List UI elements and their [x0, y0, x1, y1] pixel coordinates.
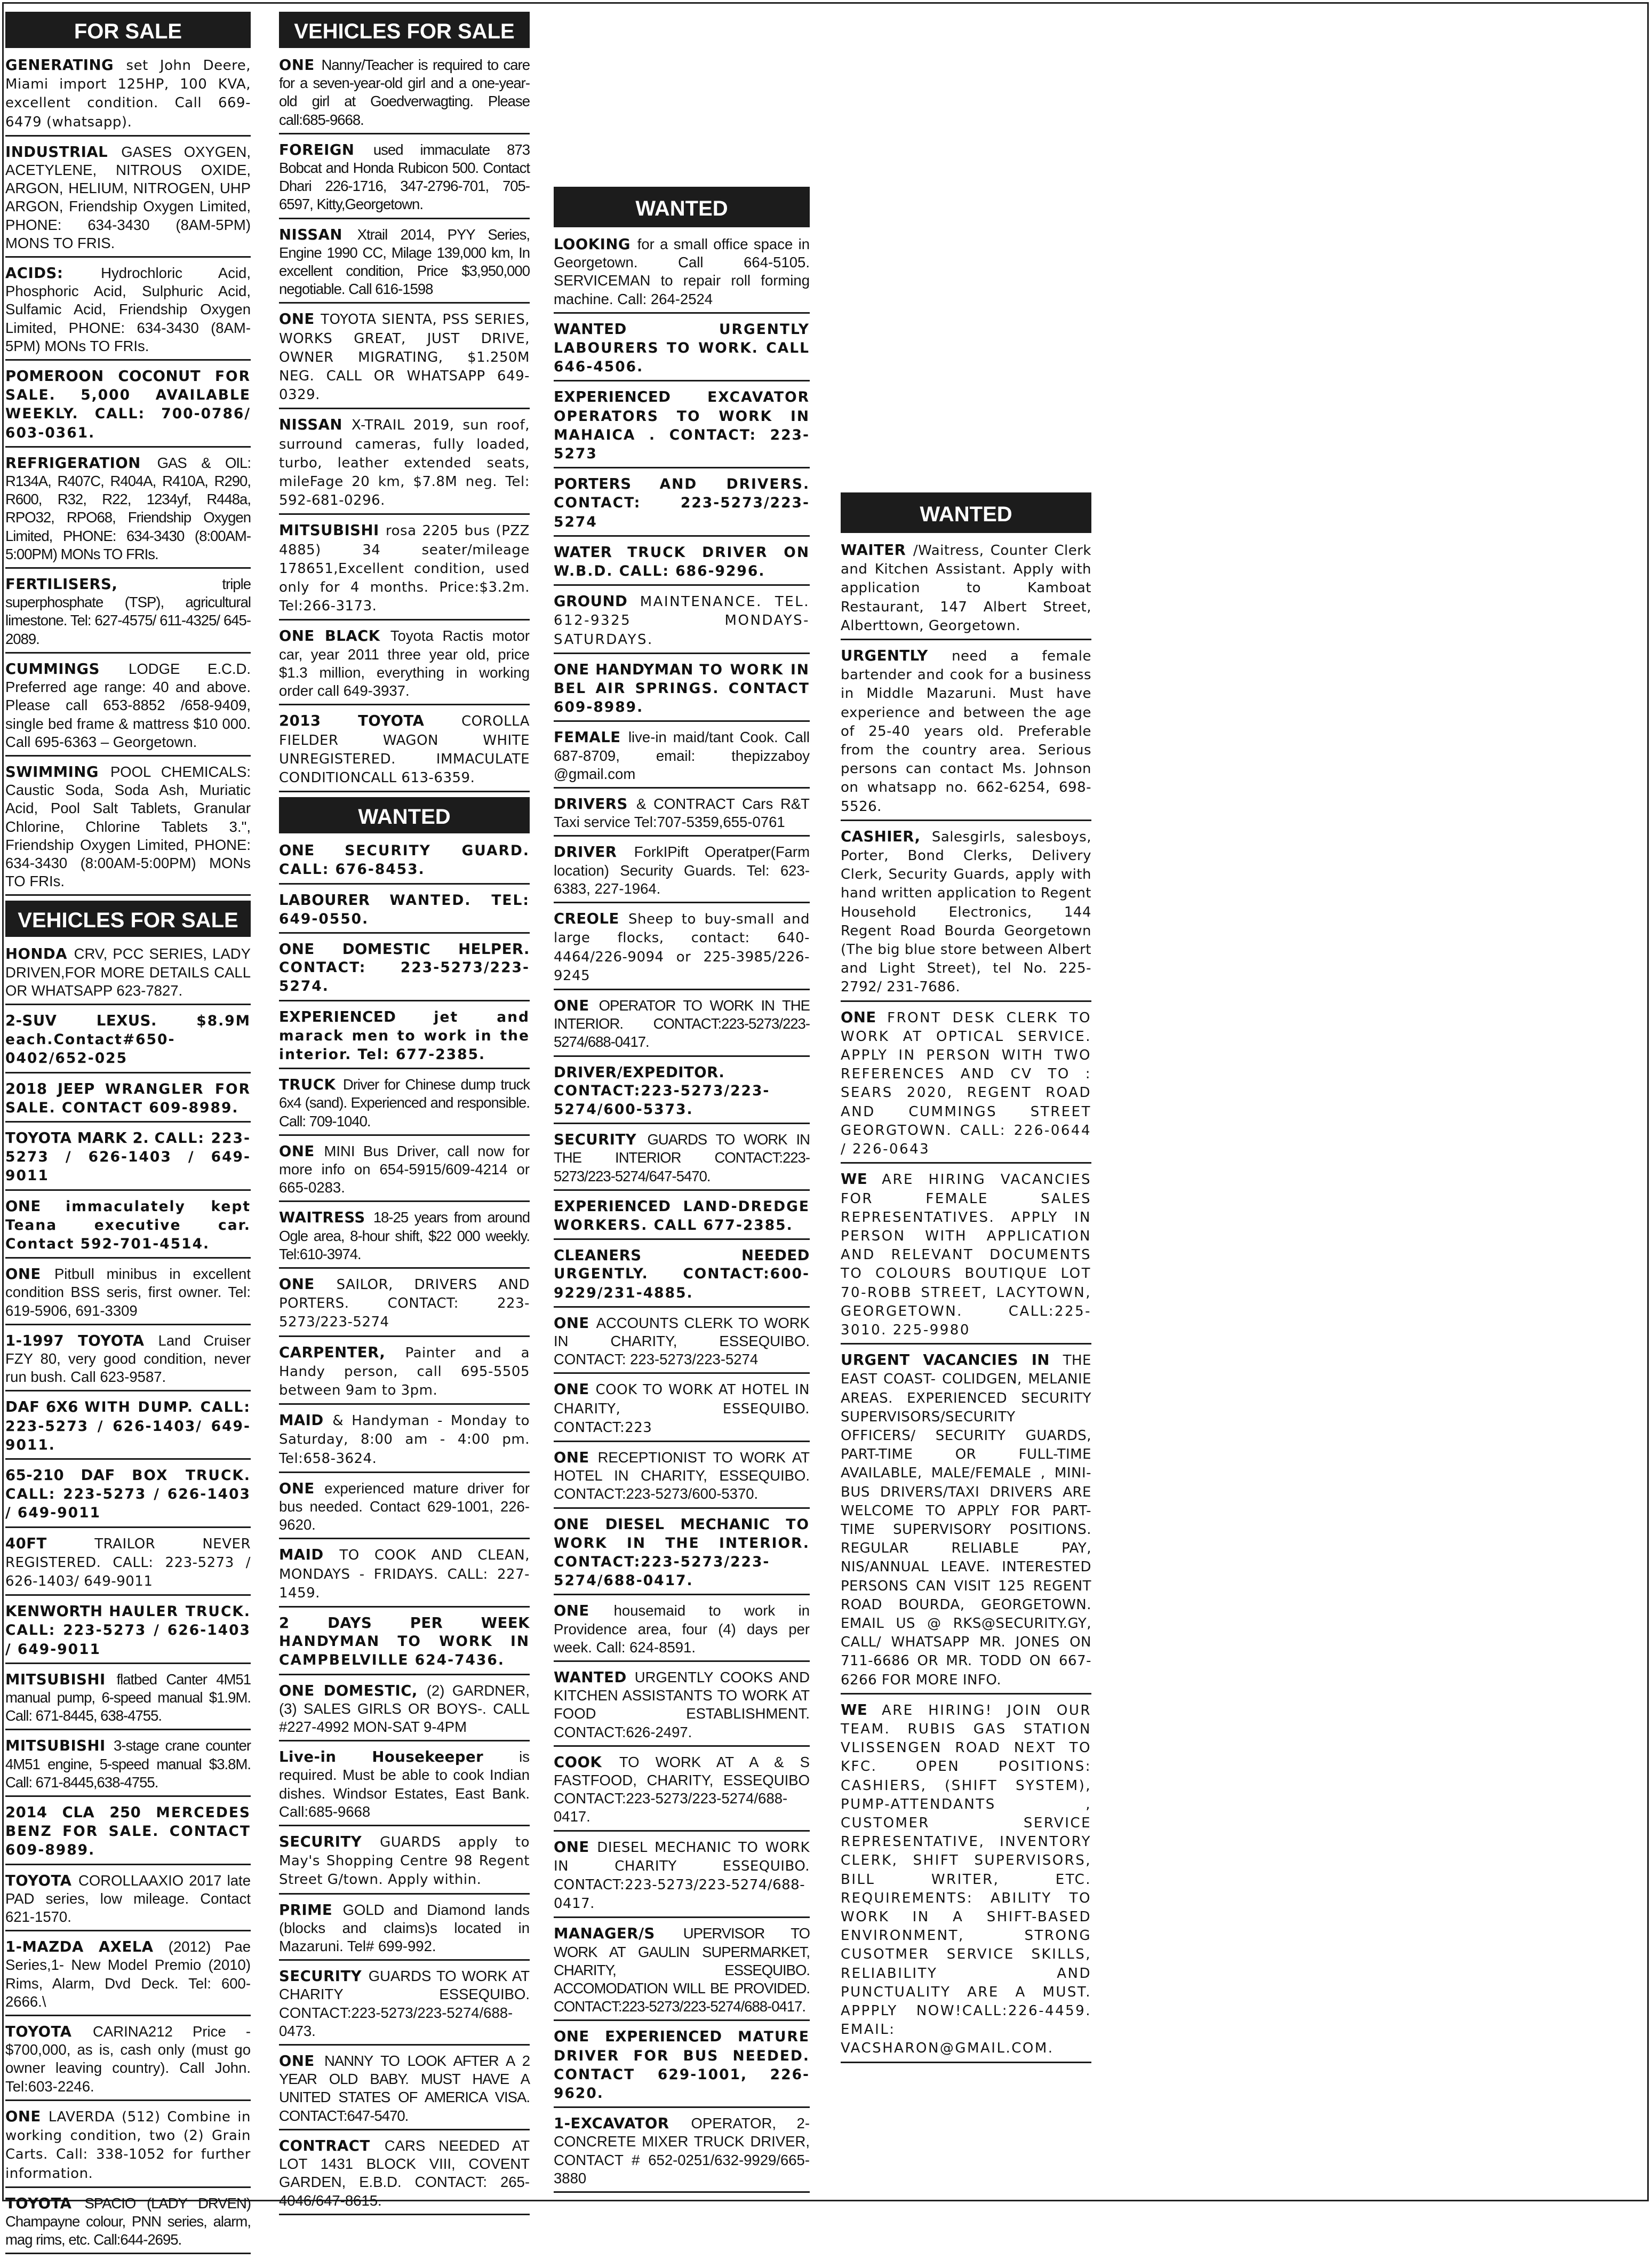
classified-ad	[279, 840, 530, 884]
ad-lead: MITSUBISHI	[5, 1737, 106, 1755]
ad-body: DIESEL MECHANIC TO WORK IN CHARITY ESSEQUIBO. CONTACT:223-5273/223-5274/688-0417.	[554, 1839, 810, 1912]
classified-ad	[279, 520, 530, 621]
ad-body: TO COOK AND CLEAN, MONDAYS - FRIDAYS. CALL: 227-1459.	[279, 1547, 530, 1601]
classified-ad	[279, 2050, 530, 2130]
ad-lead: ONE	[5, 1197, 41, 1215]
classified-ad	[279, 1207, 530, 1269]
column-3	[554, 187, 810, 2198]
ad-body: EXCAVATOR OPERATORS TO WORK IN MAHAICA . CONTACT: 223-5273	[554, 389, 810, 463]
section-header: WANTED	[554, 187, 810, 227]
classified-ad	[841, 645, 1091, 821]
ad-body: URGENTLY COOKS AND KITCHEN ASSISTANTS TO WORK AT FOOD ESTABLISHMENT. CONTACT:626-2497.	[554, 1669, 810, 1740]
ad-lead: 40FT	[5, 1534, 47, 1552]
classified-ad	[554, 1836, 810, 1919]
classified-ad	[841, 1168, 1091, 1345]
classified-ad	[5, 658, 251, 757]
classified-ad	[554, 234, 810, 314]
ad-body: GAS & OIL: R134A, R407C, R404A, R410A, R290, R600, R32, R22, 1234yf, R448a, RPO32, RPO68, Friendship Oxygen Limited, PHONE: 634-3430 (8:00AM-5:00PM) MONs TO FRIs.	[5, 454, 251, 562]
ad-lead: 2-SUV LEXUS.	[5, 1012, 157, 1029]
classified-ad	[279, 710, 530, 792]
ad-lead: 1-1997 TOYOTA	[5, 1332, 145, 1349]
ad-body: TO WORK AT A & S FASTFOOD, CHARITY, ESSEQUIBO CONTACT:223-5273/223-5274/688-0417.	[554, 1753, 810, 1825]
ad-lead: TOYOTA	[5, 2023, 72, 2041]
classified-ad	[5, 761, 251, 896]
ad-lead: DRIVER/EXPEDITOR.	[554, 1063, 725, 1081]
ad-lead: NISSAN	[279, 416, 342, 434]
ad-body: (2012) Pae Series,1- New Model Premio (2010) Rims, Alarm, Dvd Deck. Tel: 600-2666.\	[5, 1938, 251, 2010]
ad-lead: URGENTLY	[841, 647, 928, 665]
classified-ad	[5, 141, 251, 258]
ad-lead: ONE	[554, 1314, 589, 1332]
section-header: VEHICLES FOR SALE	[5, 901, 251, 937]
classified-ad	[279, 1612, 530, 1675]
classified-ad	[554, 659, 810, 722]
section-header: FOR SALE	[5, 12, 251, 48]
ad-body: MINI Bus Driver, call now for more info on 654-5915/609-4214 or 665-0283.	[279, 1142, 530, 1196]
column-2	[279, 12, 530, 2220]
ad-lead: DRIVERS	[554, 796, 628, 813]
ad-body: Hydrochloric Acid, Phosphoric Acid, Sulphuric Acid, Sulfamic Acid, Friendship Oxygen Limited, PHONE: 634-3430 (8AM-5PM) MONs TO FRIs.	[5, 265, 251, 354]
ad-lead: KENWORTH	[5, 1603, 103, 1620]
ad-lead: CUMMINGS	[5, 660, 100, 678]
ad-lead: 1-EXCAVATOR	[554, 2115, 669, 2133]
ad-body: URGENTLY. CONTACT:600-9229/231-4885.	[554, 1266, 810, 1301]
ad-lead: ONE	[279, 1275, 315, 1293]
classified-ad	[279, 308, 530, 409]
ad-body: COROLLAAXIO 2017 late PAD series, low mileage. Contact 621-1570.	[5, 1872, 251, 1926]
classified-ad	[554, 995, 810, 1057]
classified-ad	[279, 938, 530, 1001]
ad-lead: SECURITY	[554, 1131, 637, 1149]
classified-ad	[554, 793, 810, 837]
ad-lead: DAF 6X6	[5, 1398, 78, 1416]
ad-body: ARE HIRING VACANCIES FOR FEMALE SALES REPRESENTATIVES. APPLY IN PERSON WITH APPLICATION AND RELEVANT DOCUMENTS TO COLOURS BOUTIQUE LOT 70-ROBB STREET, LACYTOWN, GEORGETOWN. CALL:225-3010. 225-9980	[841, 1172, 1092, 1338]
ad-lead: LABOURER	[279, 891, 370, 909]
ad-lead: NISSAN	[279, 226, 342, 243]
ad-body: OPERATOR, 2- CONCRETE MIXER TRUCK DRIVER, CONTACT # 652-0251/632-9929/665-3880	[554, 2115, 810, 2186]
ad-lead: PORTERS	[554, 475, 632, 493]
ad-body: TO WORK IN BEL AIR SPRINGS. CONTACT 609-8989.	[554, 661, 810, 716]
ad-body: CRV, PCC SERIES, LADY DRIVEN,FOR MORE DETAILS CALL OR WHATSAPP 623-7827.	[5, 945, 251, 999]
ad-lead: ONE	[554, 1381, 589, 1398]
classified-ad	[279, 1410, 530, 1473]
classified-ad	[5, 1936, 251, 2016]
classified-ad	[5, 1330, 251, 1392]
classified-ad	[5, 1601, 251, 1664]
ad-body: POOL CHEMICALS: Caustic Soda, Soda Ash, Muriatic Acid, Pool Salt Tablets, Granular Chlorine, Chlorine Tablets 3.", Friendship Oxygen Limited, PHONE: 634-3430 (8:00AM-5:00PM) MONs TO FRIs.	[5, 763, 251, 890]
ad-body: AND DRIVERS. CONTACT: 223-5273/223-5274	[554, 476, 810, 530]
ad-body: Land Cruiser FZY 80, very good condition, never run bush. Call 623-9587.	[5, 1332, 251, 1386]
classified-ad	[841, 1007, 1091, 1164]
ad-body: CARS NEEDED AT LOT 1431 BLOCK VIII, COVENT GARDEN, E.B.D. CONTACT: 265-4046/647-8615.	[279, 2137, 530, 2209]
ad-body: Sheep to buy-small and large flocks, contact: 640-4464/226-9094 or 225-3985/226-9245	[554, 911, 810, 984]
classified-ad	[554, 727, 810, 789]
ad-body: experienced mature driver for bus needed. Contact 629-1001, 226-9620.	[279, 1480, 530, 1533]
ad-lead: FEMALE	[554, 729, 621, 746]
ad-lead: ONE DIESEL MECHANIC	[554, 1515, 770, 1533]
classified-ad	[279, 1274, 530, 1337]
column-1	[5, 12, 251, 2259]
ad-body: WRANGLER FOR SALE. CONTACT 609-8989.	[5, 1080, 251, 1116]
ad-body: CARINA212 Price - $700,000, as is, cash only (must go owner leaving country). Call John. Tel:603-2246.	[5, 2023, 251, 2095]
classified-ad	[5, 1870, 251, 1932]
ad-body: RECEPTIONIST TO WORK AT HOTEL IN CHARITY, ESSEQUIBO. CONTACT:223-5273/600-5370.	[554, 1449, 810, 1502]
classified-ad	[554, 2113, 810, 2193]
classified-ad	[279, 1342, 530, 1405]
ad-lead: CASHIER,	[841, 828, 921, 845]
ad-body: ForkIPift Operatper(Farm location) Security Guards. Tel: 623-6383, 227-1964.	[554, 844, 810, 897]
ad-body: rosa 2205 bus (PZZ 4885) 34 seater/mileage 178651,Excellent condition, used only for 4 months. Price:$3.2m. Tel:266-3173.	[279, 523, 530, 615]
ad-lead: WANTED	[554, 320, 627, 338]
ad-body: triple superphosphate (TSP), agricultural limestone. Tel: 627-4575/ 611-4325/ 645-2089.	[5, 576, 251, 647]
classified-ad	[5, 943, 251, 1005]
ad-body: COROLLA FIELDER WAGON WHITE UNREGISTERED. IMMACULATE CONDITIONCALL 613-6359.	[279, 713, 530, 786]
classified-ad	[5, 1196, 251, 1259]
classified-ad	[5, 1735, 251, 1797]
ad-body: Painter and a Handy person, call 695-5505 between 9am to 3pm.	[279, 1345, 530, 1398]
ad-body: Salesgirls, salesboys, Porter, Bond Clerks, Delivery Clerk, Security Guards, apply with hand written application to Regent Household Electronics, 144 Regent Road Bourda Georgetown (The big blue store between Albert and Light Street), tel No. 225-2792/ 231-7686.	[841, 829, 1091, 996]
section-header: VEHICLES FOR SALE	[279, 12, 530, 48]
ad-lead: ONE HANDYMAN	[554, 661, 693, 678]
ad-body: THE EAST COAST- COLIDGEN, MELANIE AREAS. EXPERIENCED SECURITY SUPERVISORS/SECURITY OFFICERS/ SECURITY GUARDS, PART-TIME OR FULL-TIME AVAILABLE, MALE/FEMALE , MINI-BUS DRIVERS/TAXI DRIVERS ARE WELCOME TO APPLY FOR PART-TIME SUPERVISORY POSITIONS. REGULAR RELIABLE PAY, NIS/ANNUAL LEAVE. INTERESTED PERSONS CAN VISIT 125 REGENT ROAD BOURDA, GEORGETOWN. EMAIL US @ RKS@SECURITY.GY, CALL/ WHATSAPP MR. JONES ON 711-6686 OR MR. TODD ON 667-6266 FOR MORE INFO.	[841, 1353, 1091, 1688]
classified-ad	[5, 2021, 251, 2101]
ad-body: TRUCK DRIVER ON W.B.D. CALL: 686-9296.	[554, 544, 810, 580]
ad-lead: ONE	[279, 1142, 315, 1160]
ad-lead: WAITRESS	[279, 1209, 365, 1227]
classified-ad	[279, 1478, 530, 1540]
section-header: WANTED	[279, 797, 530, 833]
ad-lead: 2 DAYS PER WEEK	[279, 1614, 530, 1632]
ad-body: GOLD and Diamond lands (blocks and claims)s located in Mazaruni. Tel# 699-992.	[279, 1901, 530, 1955]
ad-lead: MANAGER/S	[554, 1925, 655, 1943]
ad-body: flatbed Canter 4M51 manual pump, 6-speed manual $1.9M. Call: 671-8445, 638-4755.	[5, 1671, 251, 1724]
ad-body: CONTACT:223-5273/223-5274/600-5373.	[554, 1082, 770, 1118]
classified-ad	[279, 1746, 530, 1826]
ad-lead: WANTED	[554, 1669, 627, 1686]
classified-ad	[841, 1349, 1091, 1695]
ad-body: Xtrail 2014, PYY Series, Engine 1990 CC, Milage 139,000 km, In excellent condition, Price $3,950,000 negotiable. Call 616-1598	[279, 226, 530, 298]
ad-body: COOK TO WORK AT HOTEL IN CHARITY, ESSEQUIBO. CONTACT:223	[554, 1382, 810, 1436]
ad-body: UPERVISOR TO WORK AT GAULIN SUPERMARKET, CHARITY, ESSEQUIBO. ACCOMODATION WILL BE PROVIDED. CONTACT:223-5273/223-5274/688-0417.	[554, 1925, 810, 2015]
ad-lead: 2018 JEEP	[5, 1080, 95, 1097]
classified-ad	[5, 1465, 251, 1528]
classified-ad	[841, 826, 1091, 1002]
classified-ad	[279, 1544, 530, 1608]
ad-body: & CONTRACT Cars R&T Taxi service Tel:707-5359,655-0761	[554, 796, 810, 831]
classified-ad	[5, 1802, 251, 1865]
classified-ad	[5, 2106, 251, 2188]
ad-lead: 1-MAZDA AXELA	[5, 1938, 154, 1956]
ad-body: NANNY TO LOOK AFTER A 2 YEAR OLD BABY. MUST HAVE A UNITED STATES OF AMERICA VISA. CONTACT:647-5470.	[279, 2053, 530, 2124]
ad-body: FRONT DESK CLERK TO WORK AT OPTICAL SERVICE. APPLY IN PERSON WITH TWO REFERENCES AND CV TO : SEARS 2020, REGENT ROAD AND CUMMINGS STREET GEORGTOWN. CALL: 226-0644 / 226-0643	[841, 1009, 1091, 1158]
classified-ad	[554, 1600, 810, 1662]
ad-lead: TRUCK	[279, 1076, 336, 1094]
ad-body: live-in maid/tant Cook. Call 687-8709, email: thepizzaboy @gmail.com	[554, 729, 810, 782]
classified-ad	[554, 319, 810, 382]
ad-body: FOR SALE. 5,000 AVAILABLE WEEKLY. CALL: 700-0786/ 603-0361.	[5, 368, 251, 441]
ad-body: LODGE E.C.D. Preferred age range: 40 and above. Please call 653-8852 /658-9409, single bed frame & mattress $10 000. Call 695-6363 – Georgetown.	[5, 660, 251, 750]
ad-body: Nanny/Teacher is required to care for a seven-year-old girl and a one-year-old girl at Goedverwagting. Please call:685-9668.	[279, 57, 530, 128]
ad-body: 3-stage crane counter 4M51 engine, 5-speed manual $3.8M. Call: 671-8445,638-4755.	[5, 1737, 251, 1791]
ad-lead: 65-210 DAF	[5, 1467, 115, 1484]
ad-lead: HONDA	[5, 945, 68, 963]
ad-body: for a small office space in Georgetown. Call 664-5105. SERVICEMAN to repair roll forming machine. Call: 264-2524	[554, 236, 810, 307]
ad-lead: ACIDS:	[5, 265, 63, 282]
ad-body: SECURITY GUARD. CALL: 676-8453.	[279, 842, 530, 878]
classified-ad	[279, 1831, 530, 1895]
ad-lead: TOYOTA	[5, 2194, 72, 2212]
ad-lead: WE	[841, 1701, 868, 1719]
ad-body: MAINTENANCE. TEL. 612-9325 MONDAYS-SATURDAYS.	[554, 594, 810, 648]
ad-body: BOX TRUCK. CALL: 223-5273 / 626-1403 / 649-9011	[5, 1467, 251, 1522]
ad-lead: TOYOTA MARK 2.	[5, 1129, 149, 1147]
classified-ad	[554, 542, 810, 586]
classified-ad	[5, 1010, 251, 1073]
ad-lead: EXPERIENCED	[554, 388, 671, 406]
ad-lead: GROUND	[554, 593, 628, 610]
ad-body: GUARDS TO WORK IN THE INTERIOR CONTACT:223-5273/223-5274/647-5470.	[554, 1131, 810, 1184]
ad-body: LAVERDA (512) Combine in working condition, two (2) Grain Carts. Call: 338-1052 for further information.	[5, 2109, 251, 2182]
classified-ad	[279, 1074, 530, 1136]
ad-lead: WAITER	[841, 542, 906, 559]
classified-ad	[5, 365, 251, 448]
ad-body: CALL: 223-5273 / 626-1403 / 649-9011	[5, 1130, 251, 1184]
classified-ad	[554, 1667, 810, 1747]
ad-lead: ONE EXPERIENCED	[554, 2028, 722, 2046]
classified-ad	[279, 1966, 530, 2046]
ad-body: need a female bartender and cook for a business in Middle Mazaruni. Must have experience and between the age of 25-40 years old. Preferable from the country area. Serious persons can contact Ms. Johnson on whatsapp no. 662-6254, 698-5526.	[841, 648, 1091, 815]
ad-lead: WE	[841, 1171, 868, 1188]
classified-ad	[554, 1129, 810, 1191]
ad-body: SAILOR, DRIVERS AND PORTERS. CONTACT: 223-5273/223-5274	[279, 1276, 530, 1331]
ad-lead: ONE DOMESTIC,	[279, 1682, 418, 1699]
ad-body: GUARDS TO WORK AT CHARITY ESSEQUIBO. CONTACT:223-5273/223-5274/688-0473.	[279, 1968, 530, 2039]
ad-body: GUARDS apply to May's Shopping Centre 98 Regent Street G/town. Apply within.	[279, 1834, 530, 1888]
ad-lead: SECURITY	[279, 1968, 362, 1985]
classified-ad	[554, 1313, 810, 1374]
ad-body: & Handyman - Monday to Saturday, 8:00 am - 4:00 pm. Tel:658-3624.	[279, 1413, 530, 1467]
classified-ad	[279, 1141, 530, 1203]
classified-ad	[554, 386, 810, 468]
ad-lead: ONE	[279, 311, 315, 328]
classified-ad	[279, 1899, 530, 1961]
ad-body: TRAILOR NEVER REGISTERED. CALL: 223-5273 / 626-1403/ 649-9011	[5, 1536, 251, 1590]
classified-ad	[5, 263, 251, 361]
ad-lead: URGENT VACANCIES IN	[841, 1351, 1050, 1369]
classified-ad	[554, 1062, 810, 1125]
ad-lead: ONE	[554, 1602, 589, 1620]
classified-ad	[5, 1669, 251, 1731]
ad-lead: ONE	[279, 2053, 315, 2070]
ad-lead: ONE	[554, 1449, 589, 1466]
ad-lead: GENERATING	[5, 57, 114, 74]
ad-lead: ONE	[554, 997, 589, 1014]
ad-body: is required. Must be able to cook Indian dishes. Windsor Estates, East Bank. Call:685-9668	[279, 1748, 530, 1820]
classified-ad	[279, 1006, 530, 1070]
classified-ad	[554, 1923, 810, 2021]
ad-lead: EXPERIENCED	[554, 1197, 671, 1215]
classified-ad	[5, 54, 251, 137]
ad-body: $8.9M each.Contact#650-0402/652-025	[5, 1012, 251, 1067]
ad-body: /Waitress, Counter Clerk and Kitchen Assistant. Apply with application to Kamboat Restaurant, 147 Albert Street, Alberttown, Georgetown.	[841, 543, 1091, 634]
ad-body: URGENTLY LABOURERS TO WORK. CALL 646-4506.	[554, 321, 810, 376]
ad-lead: REFRIGERATION	[5, 454, 141, 472]
ad-body: Toyota Ractis motor car, year 2011 three year old, price $1.3 million, everything in working order call 649-3937.	[279, 627, 530, 699]
section-header: WANTED	[841, 492, 1091, 533]
ad-lead: COOK	[554, 1753, 602, 1771]
ad-lead: CONTRACT	[279, 2137, 370, 2154]
classified-ad	[554, 1447, 810, 1509]
ad-lead: FOREIGN	[279, 141, 355, 158]
classified-ad	[554, 1196, 810, 1240]
ad-body: Pitbull minibus in excellent condition BSS seris, first owner. Tel: 619-5906, 691-3309	[5, 1266, 251, 1319]
ad-lead: EXPERIENCED	[279, 1008, 396, 1025]
column-4	[841, 492, 1091, 2068]
ad-lead: TOYOTA	[5, 1872, 72, 1889]
ad-lead: MITSUBISHI	[5, 1671, 106, 1688]
classified-ad	[841, 539, 1091, 640]
ad-lead: CLEANERS NEEDED	[554, 1247, 810, 1264]
classified-ad	[554, 908, 810, 990]
classified-ad	[5, 574, 251, 654]
ad-body: LAND-DREDGE WORKERS. CALL 677-2385.	[554, 1198, 810, 1234]
ad-body: ACCOUNTS CLERK TO WORK IN CHARITY, ESSEQUIBO. CONTACT: 223-5273/223-5274	[554, 1314, 810, 1368]
ad-lead: SECURITY	[279, 1833, 362, 1851]
ad-lead: CREOLE	[554, 910, 619, 928]
ad-body: WANTED. TEL: 649-0550.	[279, 892, 530, 927]
ad-body: HANDYMAN TO WORK IN CAMPBELVILLE 624-7436.	[279, 1633, 530, 1669]
ad-body: used immaculate 873 Bobcat and Honda Rubicon 500. Contact Dhari 226-1716, 347-2796-701, 705-6597, Kitty,Georgetown.	[279, 141, 530, 213]
ad-body: ARE HIRING! JOIN OUR TEAM. RUBIS GAS STATION VLISSENGEN ROAD NEXT TO KFC. OPEN POSITIONS: CASHIERS, (SHIFT SYSTEM), PUMP-ATTENDANTS , CUSTOMER SERVICE REPRESENTATIVE, INVENTORY CLERK, SHIFT SUPERVISORS, BILL WRITER, ETC. REQUIREMENTS: ABILITY TO WORK IN A SHIFT-BASED ENVIRONMENT, STRONG CUSOTMER SERVICE SKILLS, RELIABILITY AND PUNCTUALITY ARE A MUST. APPPLY NOW!CALL:226-4459. EMAIL: VACSHARON@GMAIL.COM.	[841, 1702, 1091, 2057]
ad-lead: ONE	[279, 842, 315, 860]
ad-lead: 2014 CLA 250	[5, 1804, 141, 1821]
ad-lead: MITSUBISHI	[279, 522, 379, 539]
ad-lead: ONE DOMESTIC HELPER.	[279, 940, 530, 958]
ad-lead: LOOKING	[554, 236, 631, 253]
ad-body: 18-25 years from around Ogle area, 8-hour shift, $22 000 weekly. Tel:610-3974.	[279, 1209, 530, 1262]
ad-body: MATURE DRIVER FOR BUS NEEDED. CONTACT 629-1001, 226-9620.	[554, 2029, 810, 2102]
classified-ad	[5, 1127, 251, 1191]
ad-lead: POMEROON COCONUT	[5, 368, 201, 385]
classified-ad	[279, 889, 530, 934]
ad-lead: ONE	[841, 1008, 876, 1026]
ad-lead: PRIME	[279, 1901, 333, 1919]
ad-lead: MAID	[279, 1412, 324, 1429]
ad-lead: ONE	[5, 2107, 41, 2125]
ad-lead: ONE	[554, 1838, 589, 1856]
ad-lead: ONE	[279, 1480, 315, 1497]
classified-ad	[841, 1699, 1091, 2063]
classified-ad	[279, 1680, 530, 1742]
classified-ad	[5, 1533, 251, 1596]
ad-body: MERCEDES BENZ FOR SALE. CONTACT 609-8989.	[5, 1804, 251, 1859]
ad-body: SPACIO (LADY DRVEN) Champayne colour, PNN series, alarm, mag rims, etc. Call:644-2695.	[5, 2194, 251, 2248]
ad-lead: Live-in Housekeeper	[279, 1748, 484, 1766]
ad-lead: INDUSTRIAL	[5, 143, 108, 161]
ad-body: CONTACT: 223-5273/223-5274.	[279, 959, 530, 995]
classified-ad	[5, 1396, 251, 1460]
ad-body: GASES OXYGEN, ACETYLENE, NITROUS OXIDE, ARGON, HELIUM, NITROGEN, UHP ARGON, Friendship Oxygen Limited, PHONE: 634-3430 (8AM-5PM) MONS TO FRIS.	[5, 143, 251, 251]
classified-ad	[279, 2135, 530, 2215]
classified-ad	[279, 625, 530, 705]
classified-ad	[5, 2193, 251, 2255]
ad-body: Driver for Chinese dump truck 6x4 (sand). Experienced and responsible. Call: 709-1040.	[279, 1076, 530, 1130]
ad-body: TO WORK IN THE INTERIOR. CONTACT:223-5273/223-5274/688-0417.	[554, 1516, 810, 1589]
classified-ad	[554, 1514, 810, 1596]
ad-lead: FERTILISERS,	[5, 576, 118, 593]
ad-lead: MAID	[279, 1546, 324, 1564]
ad-body: WITH DUMP. CALL: 223-5273 / 626-1403/ 649-9011.	[5, 1399, 251, 1453]
ad-lead: ONE	[279, 57, 315, 74]
ad-lead: ONE	[5, 1266, 41, 1283]
classified-ad	[5, 1263, 251, 1325]
ad-lead: SWIMMING	[5, 763, 99, 781]
ad-body: HAULER TRUCK. CALL: 223-5273 / 626-1403 / 649-9011	[5, 1603, 251, 1658]
classified-ad	[5, 1078, 251, 1123]
classified-ad	[554, 1752, 810, 1832]
ad-body: housemaid to work in Providence area, four (4) days per week. Call: 624-8591.	[554, 1602, 810, 1656]
ad-body: immaculately kept Teana executive car. Contact 592-701-4514.	[5, 1198, 251, 1252]
classified-ad	[554, 591, 810, 654]
classified-ad	[554, 841, 810, 903]
classified-ad	[554, 1379, 810, 1442]
ad-body: X-TRAIL 2019, sun roof, surround cameras, fully loaded, turbo, leather extended seats, mileFage 20 km, $7.8M neg. Tel: 592-681-0296.	[279, 417, 530, 509]
classified-ad	[279, 54, 530, 134]
classified-ad	[5, 452, 251, 569]
ad-lead: ONE BLACK	[279, 627, 380, 645]
ad-body: set John Deere, Miami import 125HP, 100 KVA, excellent condition. Call 669-6479 (whatsapp).	[5, 58, 251, 130]
classified-ad	[279, 139, 530, 219]
ad-body: jet and marack men to work in the interior. Tel: 677-2385.	[279, 1008, 530, 1063]
ad-body: (2) GARDNER, (3) SALES GIRLS OR BOYS-. CALL #227-4992 MON-SAT 9-4PM	[279, 1682, 530, 1736]
classified-ad	[554, 1245, 810, 1308]
classified-ad	[279, 414, 530, 515]
classified-ad	[279, 224, 530, 304]
classified-ad	[554, 2026, 810, 2108]
ad-lead: 2013 TOYOTA	[279, 712, 425, 730]
ad-body: TOYOTA SIENTA, PSS SERIES, WORKS GREAT, JUST DRIVE, OWNER MIGRATING, $1.250M NEG. CALL OR WHATSAPP 649-0329.	[279, 312, 530, 403]
classified-ad	[554, 473, 810, 537]
ad-lead: WATER	[554, 543, 612, 561]
ad-lead: DRIVER	[554, 844, 617, 861]
ad-lead: CARPENTER,	[279, 1343, 386, 1361]
ad-body: OPERATOR TO WORK IN THE INTERIOR. CONTACT:223-5273/223-5274/688-0417.	[554, 997, 810, 1051]
